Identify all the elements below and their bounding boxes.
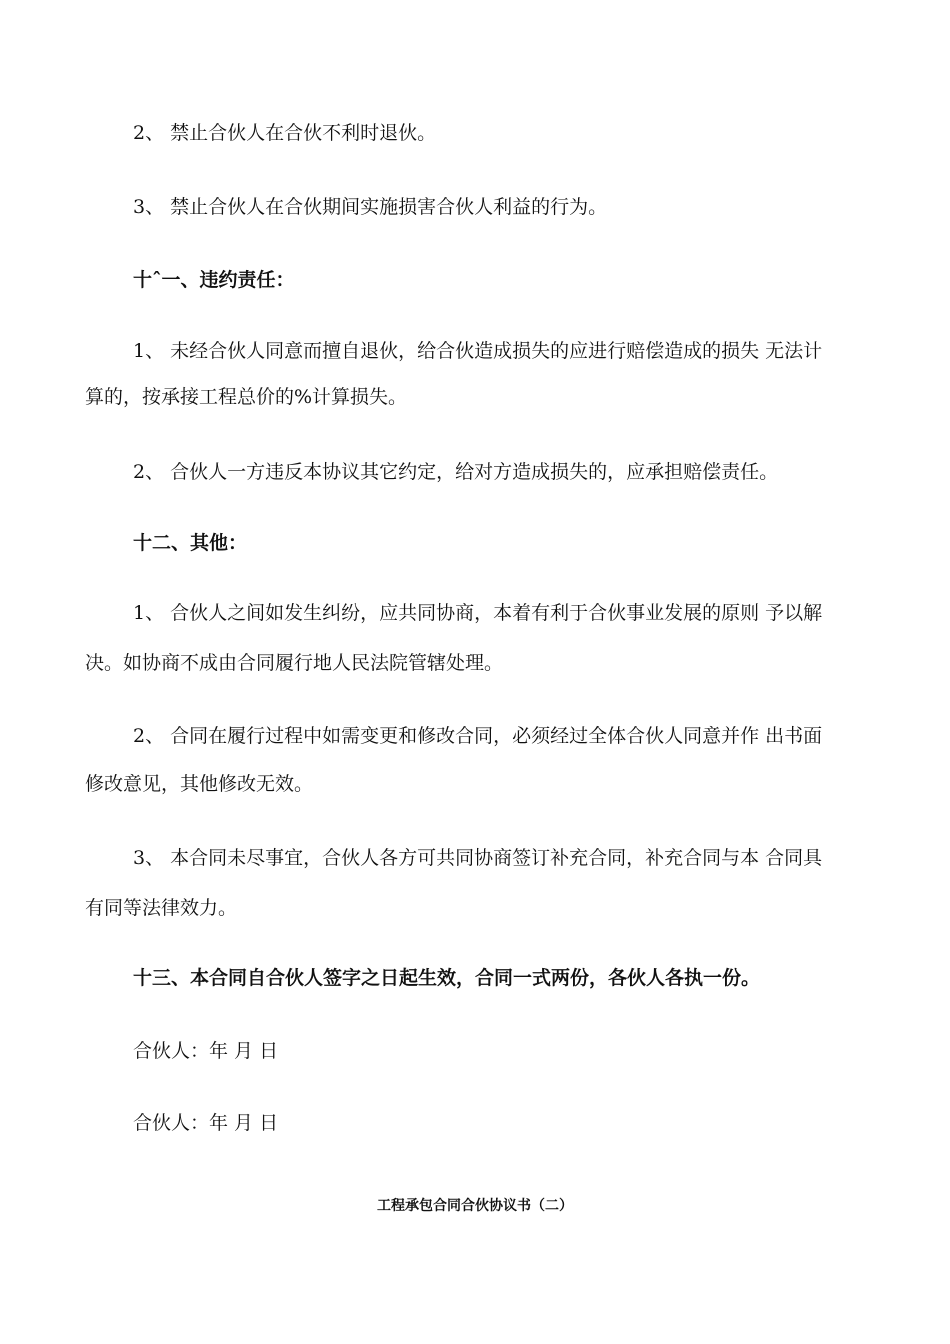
signature-line-1: 合伙人：年 月 日 (133, 1040, 279, 1062)
clause-other-2-line-2: 修改意见，其他修改无效。 (85, 773, 314, 795)
clause-prohibit-withdraw: 2、 禁止合伙人在合伙不利时退伙。 (133, 122, 437, 144)
section-heading-effective: 十三、本合同自合伙人签字之日起生效，合同一式两份，各伙人各执一份。 (133, 967, 761, 989)
clause-liability-2: 2、 合伙人一方违反本协议其它约定，给对方造成损失的，应承担赔偿责任。 (133, 461, 779, 483)
clause-other-1-line-2: 决。如协商不成由合同履行地人民法院管辖处理。 (85, 652, 504, 674)
clause-other-1-line-1: 1、 合伙人之间如发生纠纷，应共同协商，本着有利于合伙事业发展的原则 予以解 (133, 602, 823, 624)
section-heading-other: 十二、其他： (133, 532, 248, 554)
section-heading-liability: 十ˆ一、违约责任： (133, 269, 295, 291)
clause-other-3-line-2: 有同等法律效力。 (85, 897, 238, 919)
clause-prohibit-harm: 3、 禁止合伙人在合伙期间实施损害合伙人利益的行为。 (133, 196, 608, 218)
clause-liability-1-line-2: 算的，按承接工程总价的%计算损失。 (85, 386, 408, 408)
signature-line-2: 合伙人：年 月 日 (133, 1112, 279, 1134)
clause-other-2-line-1: 2、 合同在履行过程中如需变更和修改合同，必须经过全体合伙人同意并作 出书面 (133, 725, 823, 747)
next-document-title: 工程承包合同合伙协议书（二） (377, 1198, 573, 1214)
clause-other-3-line-1: 3、 本合同未尽事宜，合伙人各方可共同协商签订补充合同，补充合同与本 合同具 (133, 847, 823, 869)
clause-liability-1-line-1: 1、 未经合伙人同意而擅自退伙，给合伙造成损失的应进行赔偿造成的损失 无法计 (133, 340, 823, 362)
